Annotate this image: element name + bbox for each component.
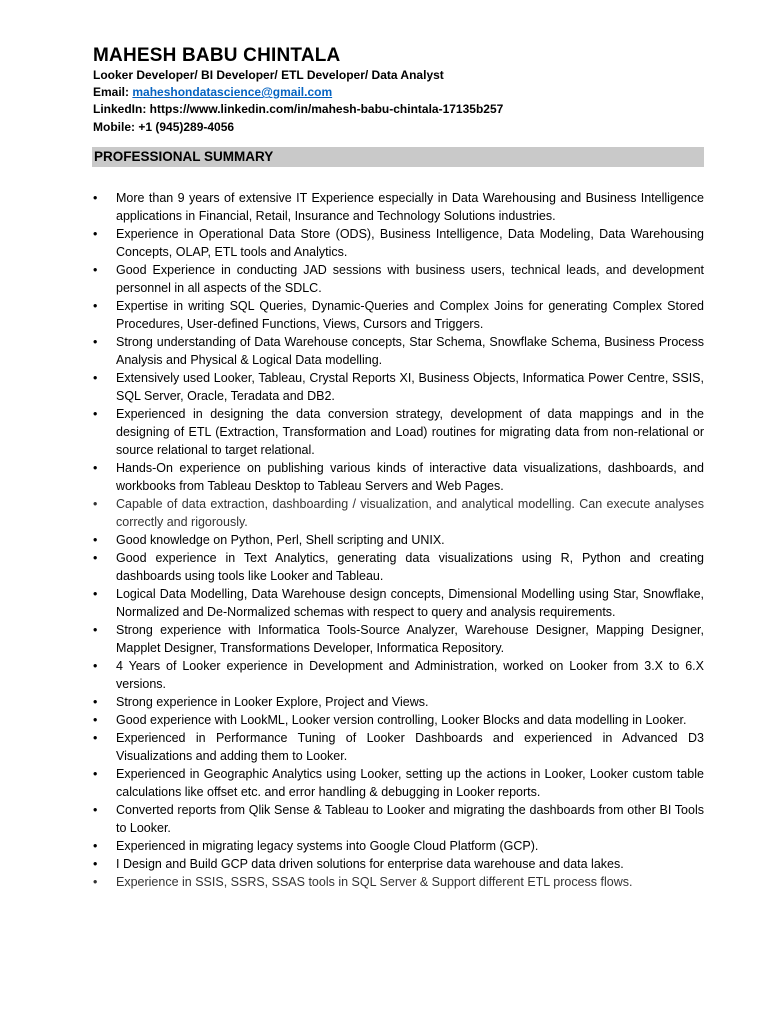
summary-item [93,765,704,801]
summary-item [93,225,704,261]
summary-item [93,657,704,693]
bullet-icon: • [93,695,98,709]
summary-item-text: Experience in SSIS, SSRS, SSAS tools in SQL Server & Support different ETL process flows. [116,875,633,889]
bullet-icon: • [93,227,98,241]
bullet-icon: • [93,299,98,313]
summary-item [93,693,704,711]
mobile-line: Mobile: +1 (945)289-4056 [93,119,235,134]
summary-list [93,189,704,891]
summary-item-text: Strong experience with Informatica Tools-Source Analyzer, Warehouse Designer, Mapping Designer, Mapplet Designer, Transformations Developer, Informatica Repository. [116,623,704,655]
bullet-icon: • [93,857,98,871]
summary-item-text: Good experience with LookML, Looker version controlling, Looker Blocks and data modelling in Looker. [116,713,687,727]
bullet-icon: • [93,731,98,745]
summary-item-text: Good experience in Text Analytics, generating data visualizations using R, Python and creating dashboards using tools like Looker and Tableau. [116,551,704,583]
bullet-icon: • [93,803,98,817]
contact-block [93,67,503,136]
summary-item-text: More than 9 years of extensive IT Experience especially in Data Warehousing and Business Intelligence applications in Financial, Retail, Insurance and Technology Solutions industries. [116,191,704,223]
summary-item [93,621,704,657]
summary-item-text: Extensively used Looker, Tableau, Crystal Reports XI, Business Objects, Informatica Power Centre, SSIS, SQL Server, Oracle, Teradata and DB2. [116,371,704,403]
bullet-icon: • [93,263,98,277]
summary-item [93,837,704,855]
bullet-icon: • [93,875,98,889]
summary-item [93,873,704,891]
bullet-icon: • [93,533,98,547]
summary-item-text: Experienced in migrating legacy systems into Google Cloud Platform (GCP). [116,839,539,853]
summary-item [93,729,704,765]
bullet-icon: • [93,623,98,637]
email-link[interactable]: maheshondatascience@gmail.com [132,85,333,100]
summary-item [93,459,704,495]
summary-item [93,297,704,333]
candidate-name: MAHESH BABU CHINTALA [93,45,341,66]
summary-item [93,333,704,369]
bullet-icon: • [93,461,98,475]
bullet-icon: • [93,335,98,349]
summary-item [93,369,704,405]
email-line [93,84,503,101]
summary-item-text: Experience in Operational Data Store (ODS), Business Intelligence, Data Modeling, Data Warehousing Concepts, OLAP, ETL tools and Analytics. [116,227,704,259]
summary-item-text: Logical Data Modelling, Data Warehouse design concepts, Dimensional Modelling using Star, Snowflake, Normalized and De-Normalized schemas with respect to query and analysis requirements. [116,587,704,619]
summary-item-text: Experienced in designing the data conversion strategy, development of data mappings and in the designing of ETL (Extraction, Transformation and Load) routines for migrating data from non-relational or source relational to target relational. [116,407,704,457]
summary-item-text: Capable of data extraction, dashboarding / visualization, and analytical modelling. Can execute analyses correctly and rigorously. [116,497,704,529]
summary-item [93,711,704,729]
summary-item-text: I Design and Build GCP data driven solutions for enterprise data warehouse and data lakes. [116,857,624,871]
summary-item-text: Strong understanding of Data Warehouse concepts, Star Schema, Snowflake Schema, Business Process Analysis and Physical & Logical Data modelling. [116,335,704,367]
bullet-icon: • [93,659,98,673]
email-label: Email: [93,85,133,100]
summary-item [93,531,704,549]
summary-item [93,549,704,585]
bullet-icon: • [93,371,98,385]
summary-item-text: Good Experience in conducting JAD sessions with business users, technical leads, and development personnel in all aspects of the SDLC. [116,263,704,295]
summary-item [93,495,704,531]
summary-item [93,801,704,837]
bullet-icon: • [93,407,98,421]
summary-item-text: Experienced in Performance Tuning of Looker Dashboards and experienced in Advanced D3 Visualizations and adding them to Looker. [116,731,704,763]
summary-item-text: Good knowledge on Python, Perl, Shell scripting and UNIX. [116,533,445,547]
summary-item [93,855,704,873]
summary-item [93,405,704,459]
summary-item-text: Converted reports from Qlik Sense & Tableau to Looker and migrating the dashboards from other BI Tools to Looker. [116,803,704,835]
bullet-icon: • [93,839,98,853]
bullet-icon: • [93,713,98,727]
job-title: Looker Developer/ BI Developer/ ETL Developer/ Data Analyst [93,68,444,82]
summary-item-text: Strong experience in Looker Explore, Project and Views. [116,695,429,709]
summary-item-text: 4 Years of Looker experience in Development and Administration, worked on Looker from 3.X to 6.X versions. [116,659,704,691]
summary-item-text: Experienced in Geographic Analytics using Looker, setting up the actions in Looker, Looker custom table calculations like offset etc. and error handling & debugging in Looker reports. [116,767,704,799]
summary-item-text: Hands-On experience on publishing various kinds of interactive data visualizations, dashboards, and workbooks from Tableau Desktop to Tableau Servers and Web Pages. [116,461,704,493]
bullet-icon: • [93,587,98,601]
professional-summary-heading: PROFESSIONAL SUMMARY [92,147,704,167]
bullet-icon: • [93,551,98,565]
summary-item [93,189,704,225]
summary-item [93,585,704,621]
bullet-icon: • [93,497,98,511]
summary-item-text: Expertise in writing SQL Queries, Dynamic-Queries and Complex Joins for generating Complex Stored Procedures, User-defined Functions, Views, Cursors and Triggers. [116,299,704,331]
bullet-icon: • [93,767,98,781]
bullet-icon: • [93,191,98,205]
summary-item [93,261,704,297]
linkedin-line: LinkedIn: https://www.linkedin.com/in/mahesh-babu-chintala-17135b257 [93,102,504,117]
